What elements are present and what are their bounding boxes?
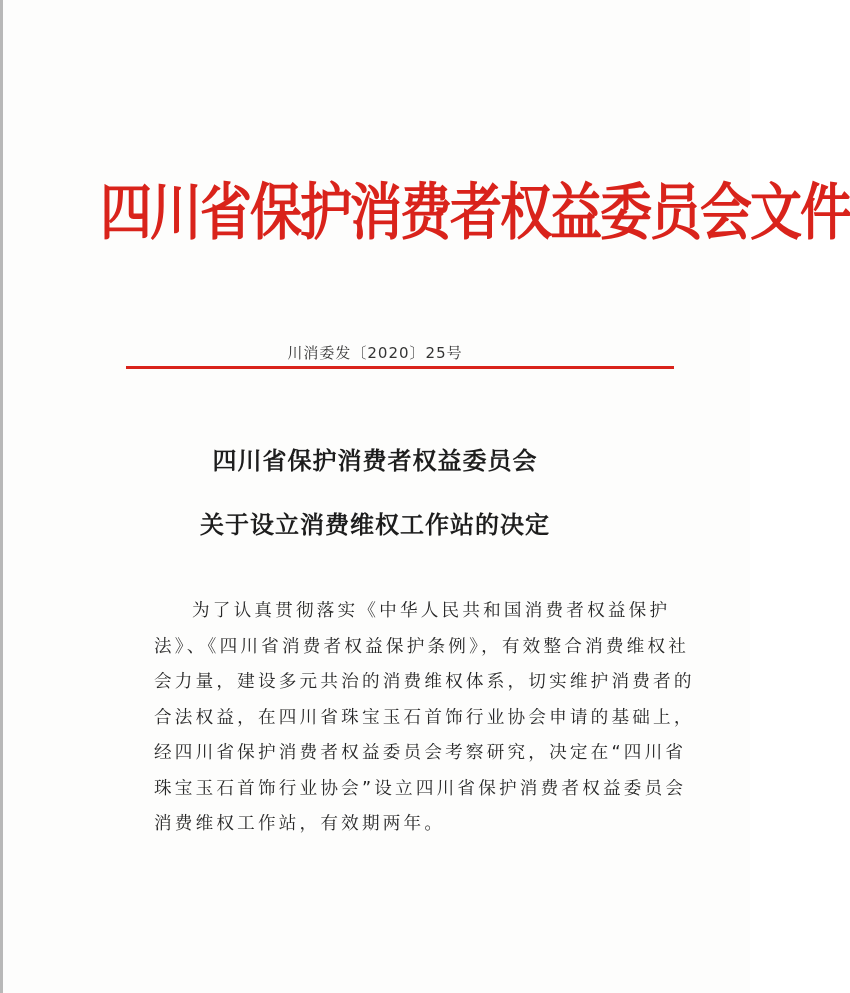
body-line: 为了认真贯彻落实《中华人民共和国消费者权益保护 (192, 601, 671, 621)
body-line: 消费维权工作站，有效期两年。 (154, 814, 446, 834)
body-line: 会力量，建设多元共治的消费维权体系，切实维护消费者的 (154, 672, 695, 692)
body-line: 合法权益，在四川省珠宝玉石首饰行业协会申请的基础上， (154, 707, 695, 728)
red-separator-line (126, 366, 674, 369)
document-title-line-1: 四川省保护消费者权益委员会 (212, 446, 538, 475)
document-title-line-2: 关于设立消费维权工作站的决定 (200, 510, 550, 539)
document-number: 川消委发〔2020〕25号 (287, 344, 463, 362)
body-line: 法》、《四川省消费者权益保护条例》，有效整合消费维权社 (154, 636, 690, 657)
document-body (154, 594, 695, 843)
body-line: 珠宝玉石首饰行业协会”设立四川省保护消费者权益委员会 (154, 778, 687, 799)
body-line: 经四川省保护消费者权益委员会考察研究，决定在“四川省 (154, 743, 687, 763)
masthead-title: 四川省保护消费者权益委员会文件 (100, 177, 850, 249)
page-edge-shadow (0, 0, 3, 993)
